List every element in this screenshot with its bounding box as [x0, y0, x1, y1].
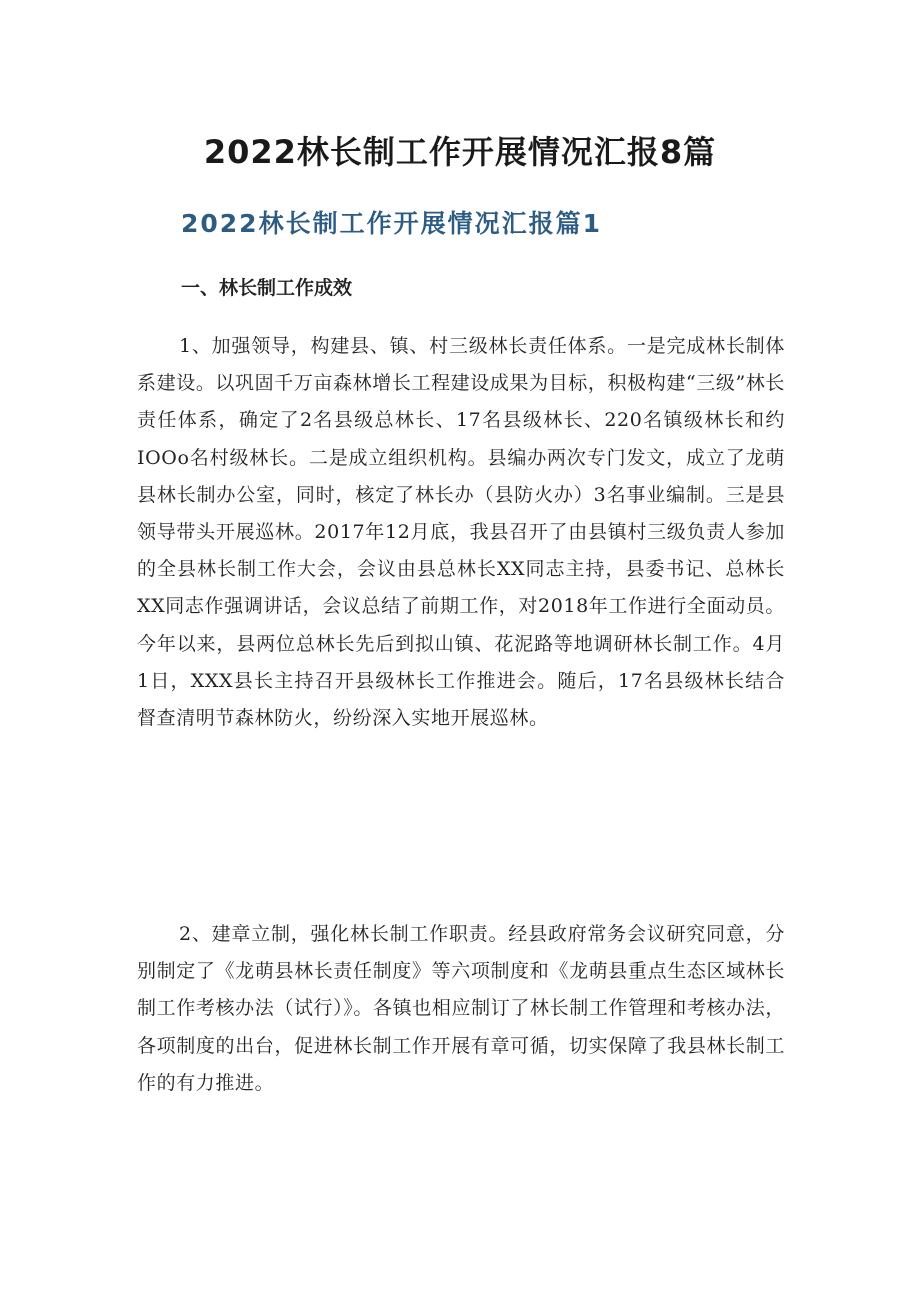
section-heading: 2022林长制工作开展情况汇报篇1 — [181, 209, 602, 238]
body-paragraph-1: 1、加强领导，构建县、镇、村三级林长责任体系。一是完成林长制体系建设。以巩固千万亩森林增长工程建设成果为目标，积极构建“三级”林长责任体系，确定了2名县级总林长、17名县级林长、220名镇级林长和约IOOo名村级林长。二是成立组织机构。县编办两次专门发文，成立了龙萌县林长制办公室，同时，核定了林长办（县防火办）3名事业编制。三是县领导带头开展巡林。2017年12月底，我县召开了由县镇村三级负责人参加的全县林长制工作大会，会议由县总林长XX同志主持，县委书记、总林长XX同志作强调讲话，会议总结了前期工作，对2018年工作进行全面动员。今年以来，县两位总林长先后到拟山镇、花泥路等地调研林长制工作。4月1日，XXX县长主持召开县级林长工作推进会。随后，17名县级林长结合督查清明节森林防火，纷纷深入实地开展巡林。 — [137, 335, 785, 730]
subheading: 一、林长制工作成效 — [181, 277, 353, 299]
document-title: 2022林长制工作开展情况汇报8篇 — [203, 133, 717, 171]
body-paragraph-2: 2、建章立制，强化林长制工作职责。经县政府常务会议研究同意，分别制定了《龙萌县林长责任制度》等六项制度和《龙萌县重点生态区域林长制工作考核办法（试行）》。各镇也相应制订了林长制工作管理和考核办法，各项制度的出台，促进林长制工作开展有章可循，切实保障了我县林长制工作的有力推进。 — [137, 923, 785, 1094]
